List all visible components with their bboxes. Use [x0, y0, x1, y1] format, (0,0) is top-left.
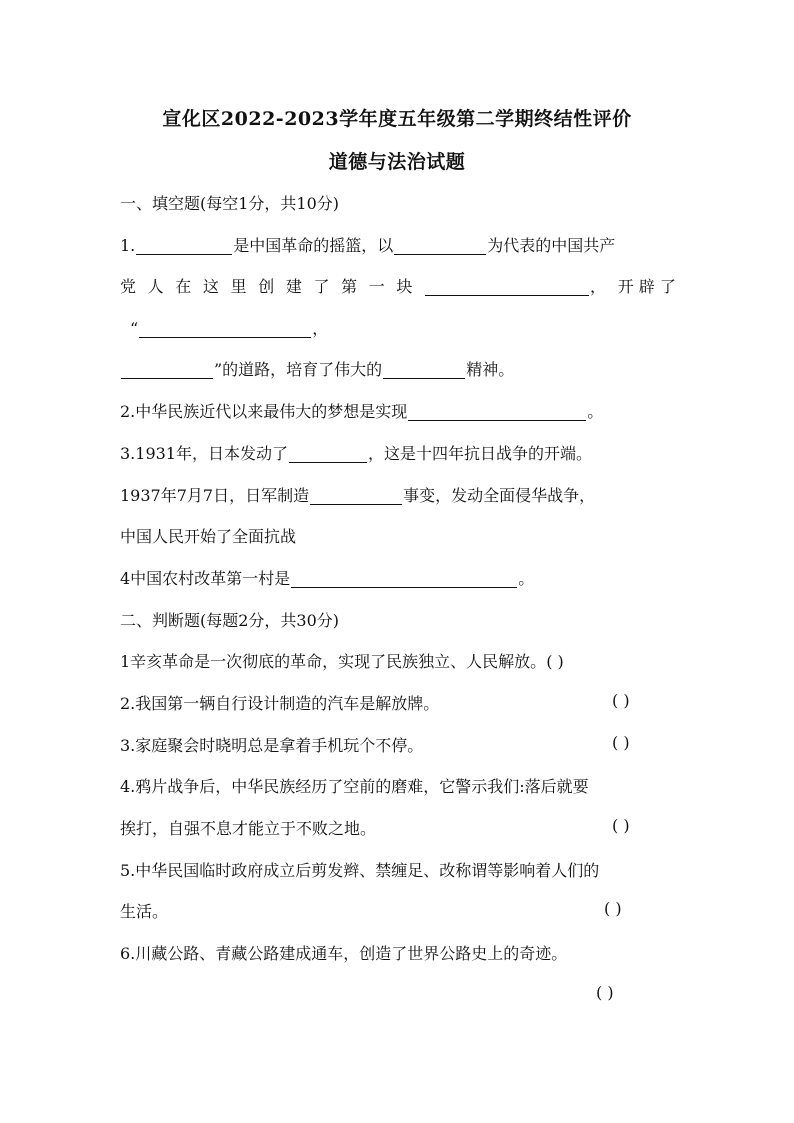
tf-question-2: 2.我国第一辆自行设计制造的汽车是解放牌。	[120, 694, 440, 713]
char: 第	[341, 277, 358, 296]
answer-blank[interactable]	[289, 444, 367, 463]
tf-question-5-line-2: 生活。	[120, 902, 169, 921]
question-1-line-3	[120, 316, 328, 339]
char: 了	[313, 277, 330, 296]
punctuation: ，	[312, 319, 329, 338]
question-text: ，这是十四年抗日战争的开端。	[368, 444, 593, 463]
question-text: 1辛亥革命是一次彻底的革命，实现了民族独立、人民解放。	[120, 652, 547, 671]
question-1-line-4	[120, 357, 514, 380]
char: 人	[147, 277, 164, 296]
justified-text-row	[120, 274, 676, 297]
answer-blank[interactable]	[425, 277, 589, 296]
question-text: 2.中华民族近代以来最伟大的梦想是实现	[120, 402, 408, 421]
punctuation: ，	[590, 277, 607, 296]
page-subtitle: 道德与法治试题	[328, 151, 466, 173]
question-3-line-1	[120, 441, 592, 464]
punctuation: 。	[518, 569, 535, 588]
answer-blank[interactable]	[408, 402, 586, 421]
question-text: 精神。	[466, 360, 515, 379]
punctuation: 。	[587, 402, 604, 421]
answer-blank[interactable]	[383, 360, 465, 379]
answer-parenthesis[interactable]: ( )	[604, 899, 622, 918]
tf-question-5-line-1: 5.中华民国临时政府成立后剪发辫、禁缠足、改称谓等影响着人们的	[120, 861, 600, 880]
question-2	[120, 399, 603, 422]
answer-parenthesis[interactable]: ( )	[546, 652, 564, 671]
page-title: 宣化区2022-2023学年度五年级第二学期终结性评价	[162, 108, 632, 130]
question-text: 4中国农村改革第一村是	[120, 569, 291, 588]
question-text: 事变，发动全面侵华战争，	[403, 486, 596, 505]
char: 一	[368, 277, 385, 296]
tf-question-4-line-1: 4.鸦片战争后，中华民族经历了空前的磨难，它警示我们:落后就要	[120, 777, 589, 796]
answer-parenthesis[interactable]: ( )	[612, 733, 630, 752]
answer-blank[interactable]	[394, 236, 486, 255]
answer-blank[interactable]	[310, 486, 402, 505]
section-heading-true-false: 二、判断题(每题2分，共30分)	[120, 611, 340, 630]
question-1-line-1	[120, 233, 615, 256]
answer-parenthesis[interactable]: ( )	[596, 983, 614, 1002]
tf-question-6-line-1: 6.川藏公路、青藏公路建成通车，创造了世界公路史上的奇迹。	[120, 944, 568, 963]
question-text: 开 辟 了	[617, 277, 676, 296]
answer-parenthesis[interactable]: ( )	[612, 691, 630, 710]
char: 块	[396, 277, 413, 296]
question-text: 是中国革命的摇篮，以	[233, 236, 394, 255]
section-heading-fill-blank: 一、填空题(每空1分，共10分)	[120, 194, 340, 213]
question-number: 1.	[120, 236, 136, 255]
answer-blank[interactable]	[121, 360, 213, 379]
question-text: ”的道路，培育了伟大的	[214, 360, 383, 379]
answer-blank[interactable]	[291, 569, 517, 588]
question-4	[120, 566, 534, 589]
tf-question-1	[120, 649, 564, 672]
question-1-line-2	[120, 274, 676, 297]
question-text: 为代表的中国共产	[487, 236, 616, 255]
tf-question-3: 3.家庭聚会时晓明总是拿着手机玩个不停。	[120, 736, 424, 755]
answer-blank[interactable]	[136, 236, 232, 255]
question-3-line-2	[120, 483, 595, 506]
question-text: 1937年7月7日，日军制造	[120, 486, 310, 505]
question-3-line-3: 中国人民开始了全面抗战	[120, 527, 297, 546]
answer-blank[interactable]	[139, 319, 311, 338]
char: 里	[230, 277, 247, 296]
tf-question-4-line-2: 挨打，自强不息才能立于不败之地。	[120, 819, 377, 838]
char: 党	[120, 277, 137, 296]
char: 在	[175, 277, 192, 296]
answer-parenthesis[interactable]: ( )	[612, 816, 630, 835]
quote-mark: “	[130, 319, 139, 338]
char: 创	[258, 277, 275, 296]
question-text: 3.1931年，日本发动了	[120, 444, 288, 463]
char: 建	[285, 277, 302, 296]
char: 这	[202, 277, 219, 296]
